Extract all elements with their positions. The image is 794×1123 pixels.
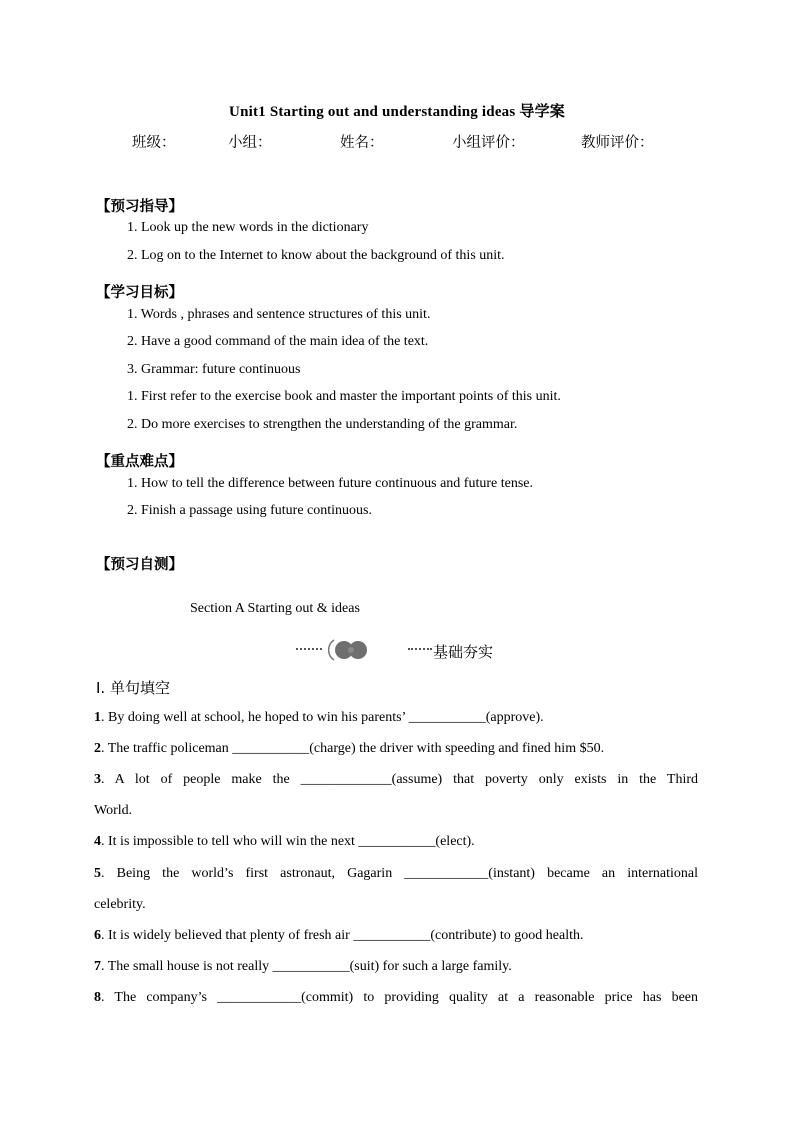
question-item: 3. A lot of people make the _____________(assume) that poverty only exists in the Third xyxy=(94,772,699,787)
question-number: 3 xyxy=(94,772,101,787)
key-points-heading: 【重点难点】 xyxy=(96,454,183,470)
question-text: The traffic policeman ___________(charge) the driver with speeding and fined him $50. xyxy=(107,741,605,756)
question-number: 1 xyxy=(94,710,101,725)
question-item: 5. Being the world’s first astronaut, Gagarin ____________(instant) became an international xyxy=(94,866,699,881)
preview-guide-item: 1. Look up the new words in the dictionary xyxy=(127,220,369,235)
part-one-title: Ⅰ. 单句填空 xyxy=(96,679,170,697)
banner-dots-left xyxy=(296,648,322,652)
key-point-item: 2. Finish a passage using future continuous. xyxy=(127,503,372,518)
page-title: Unit1 Starting out and understanding ideas 导学案 xyxy=(229,104,565,120)
banner-dots-right xyxy=(408,648,432,652)
preview-guide-item: 2. Log on to the Internet to know about the background of this unit. xyxy=(127,248,505,263)
question-item: 2. The traffic policeman ___________(charge) the driver with speeding and fined him $50. xyxy=(94,741,605,756)
question-text: Being the world’s first astronaut, Gagarin ____________(instant) became an international xyxy=(116,866,699,881)
question-number: 4 xyxy=(94,834,101,849)
question-continuation: celebrity. xyxy=(94,897,146,912)
class-label: 班级： xyxy=(132,135,176,151)
teacher-evaluation-label: 教师评价： xyxy=(581,135,654,151)
group-label: 小组： xyxy=(228,135,272,151)
question-text: The small house is not really ___________(suit) for such a large family. xyxy=(107,959,512,974)
double-circle-icon xyxy=(328,636,374,664)
question-text: The company’s ____________(commit) to providing quality at a reasonable price has been xyxy=(114,990,698,1005)
question-text: It is impossible to tell who will win the next ___________(elect). xyxy=(108,834,475,849)
question-number: 7 xyxy=(94,959,101,974)
question-number: 6 xyxy=(94,928,101,943)
question-text: By doing well at school, he hoped to win his parents’ ___________(approve). xyxy=(108,710,544,725)
question-item: 8. The company’s ____________(commit) to providing quality at a reasonable price has been xyxy=(94,990,698,1005)
objective-item: 2. Do more exercises to strengthen the understanding of the grammar. xyxy=(127,417,518,432)
question-item: 4. It is impossible to tell who will win the next ___________(elect). xyxy=(94,834,475,849)
question-text: A lot of people make the _____________(assume) that poverty only exists in the Third xyxy=(114,772,699,787)
objective-item: 1. Words , phrases and sentence structures of this unit. xyxy=(127,307,431,322)
question-item: 1. By doing well at school, he hoped to win his parents’ ___________(approve). xyxy=(94,710,544,725)
preview-guide-heading: 【预习指导】 xyxy=(96,199,183,215)
objective-item: 3. Grammar: future continuous xyxy=(127,362,301,377)
question-number: 8 xyxy=(94,990,101,1005)
objective-item: 2. Have a good command of the main idea of the text. xyxy=(127,334,429,349)
student-info-row xyxy=(0,131,794,153)
question-text: It is widely believed that plenty of fresh air ___________(contribute) to good health. xyxy=(108,928,584,943)
self-test-heading: 【预习自测】 xyxy=(96,557,183,573)
banner-label: 基础夯实 xyxy=(433,643,494,661)
question-number: 5 xyxy=(94,866,101,881)
objectives-heading: 【学习目标】 xyxy=(96,285,183,301)
name-label: 姓名： xyxy=(340,135,384,151)
question-item: 6. It is widely believed that plenty of fresh air ___________(contribute) to good health. xyxy=(94,928,584,943)
objective-item: 1. First refer to the exercise book and master the important points of this unit. xyxy=(127,389,561,404)
section-a-title: Section A Starting out & ideas xyxy=(190,601,360,616)
question-number: 2 xyxy=(94,741,101,756)
group-evaluation-label: 小组评价： xyxy=(452,135,525,151)
section-banner xyxy=(296,636,536,664)
key-point-item: 1. How to tell the difference between future continuous and future tense. xyxy=(127,476,533,491)
question-item: 7. The small house is not really ___________(suit) for such a large family. xyxy=(94,959,512,974)
question-continuation: World. xyxy=(94,803,133,818)
